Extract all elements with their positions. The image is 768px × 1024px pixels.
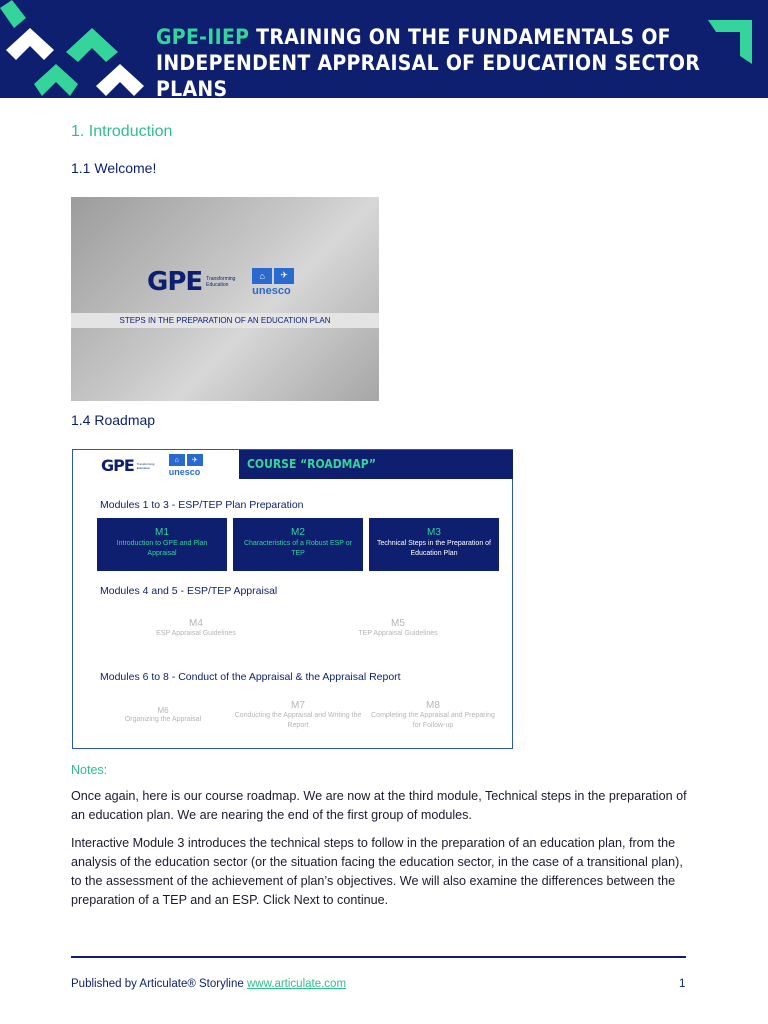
welcome-heading: 1.1 Welcome! [71, 160, 157, 176]
slide-caption-bar: STEPS IN THE PREPARATION OF AN EDUCATION PLAN [71, 313, 379, 328]
module-desc: Characteristics of a Robust ESP or TEP [243, 540, 353, 557]
footer-divider [71, 956, 686, 958]
gpe-logo-text: GPE [101, 456, 134, 475]
unesco-logo [169, 454, 205, 477]
module-desc: TEP Appraisal Guidelines [358, 630, 438, 637]
roadmap-title: COURSE “ROADMAP” [239, 450, 513, 479]
module-code: M4 [189, 618, 203, 629]
unesco-temple-icon: ⌂ [169, 454, 185, 466]
gpe-tagline: Transforming Education [136, 461, 155, 470]
roadmap-logo [101, 454, 205, 477]
module-desc: Completing the Appraisal and Preparing for Follow-up [371, 712, 495, 729]
module-desc: Conducting the Appraisal and Writing the Report [234, 712, 362, 729]
module-code: M8 [426, 700, 440, 711]
module-code: M6 [157, 706, 169, 715]
module-card-m4 [123, 618, 269, 639]
module-code: M7 [291, 700, 305, 711]
published-by-text: Published by Articulate® Storyline [71, 978, 247, 990]
roadmap-heading: 1.4 Roadmap [71, 412, 156, 428]
module-desc: Technical Steps in the Preparation of Education Plan [376, 540, 491, 557]
module-code: M5 [391, 618, 405, 629]
iiep-icon: ✈ [274, 268, 294, 284]
module-card-m8 [369, 700, 497, 731]
welcome-slide-image [71, 197, 379, 401]
title-line-1: TRAINING ON THE FUNDAMENTALS OF [249, 25, 671, 49]
header-banner [0, 0, 768, 98]
page-number: 1 [679, 978, 686, 990]
slide-logo [147, 267, 296, 297]
module-code: M3 [427, 527, 441, 538]
gpe-tagline: Transforming Education [206, 276, 236, 288]
module-code: M1 [155, 527, 169, 538]
document-title [156, 24, 716, 98]
corner-arrow-icon [706, 18, 754, 66]
unesco-logo [252, 268, 296, 297]
chevron-pattern-icon [0, 0, 150, 98]
module-card-m2 [233, 518, 363, 571]
title-line-2: INDEPENDENT APPRAISAL OF EDUCATION SECTOR PLANS [156, 51, 701, 98]
module-code: M2 [291, 527, 305, 538]
notes-paragraph: Interactive Module 3 introduces the technical steps to follow in the preparation of an education plan, from the analysis of the education sector (or the situation facing the education sector, in the case of a transitional plan), to the assessment of the achievement of plan’s objectives. We will also examine the differences between the preparation of a TEP and an ESP. Click Next to continue. [71, 836, 683, 907]
roadmap-slide [72, 449, 513, 749]
module-card-m5 [323, 618, 473, 639]
module-card-m1 [97, 518, 227, 571]
module-card-m3 [369, 518, 499, 571]
module-desc: ESP Appraisal Guidelines [156, 630, 236, 637]
section-title: 1. Introduction [71, 123, 173, 140]
articulate-link[interactable]: www.articulate.com [246, 978, 347, 990]
module-card-m7 [233, 700, 363, 731]
module-group-heading: Modules 1 to 3 - ESP/TEP Plan Preparation [100, 499, 304, 511]
module-group-heading: Modules 6 to 8 - Conduct of the Appraisal & the Appraisal Report [100, 671, 401, 683]
notes-paragraph: Once again, here is our course roadmap. We are now at the third module, Technical steps in the preparation of an education plan. We are nearing the end of the first group of modules. [71, 789, 687, 822]
title-accent: GPE-IIEP [156, 25, 250, 49]
unesco-word: unesco [252, 284, 291, 297]
unesco-word: unesco [168, 467, 201, 477]
unesco-temple-icon: ⌂ [252, 268, 272, 284]
module-desc: Organizing the Appraisal [124, 716, 202, 723]
module-card-m6 [103, 706, 223, 725]
gpe-logo-text: GPE [147, 267, 203, 297]
iiep-icon: ✈ [187, 454, 203, 466]
module-group-heading: Modules 4 and 5 - ESP/TEP Appraisal [100, 585, 278, 597]
notes-label: Notes: [71, 763, 108, 777]
footer-credit [71, 978, 346, 990]
module-desc: Introduction to GPE and Plan Appraisal [116, 540, 208, 557]
